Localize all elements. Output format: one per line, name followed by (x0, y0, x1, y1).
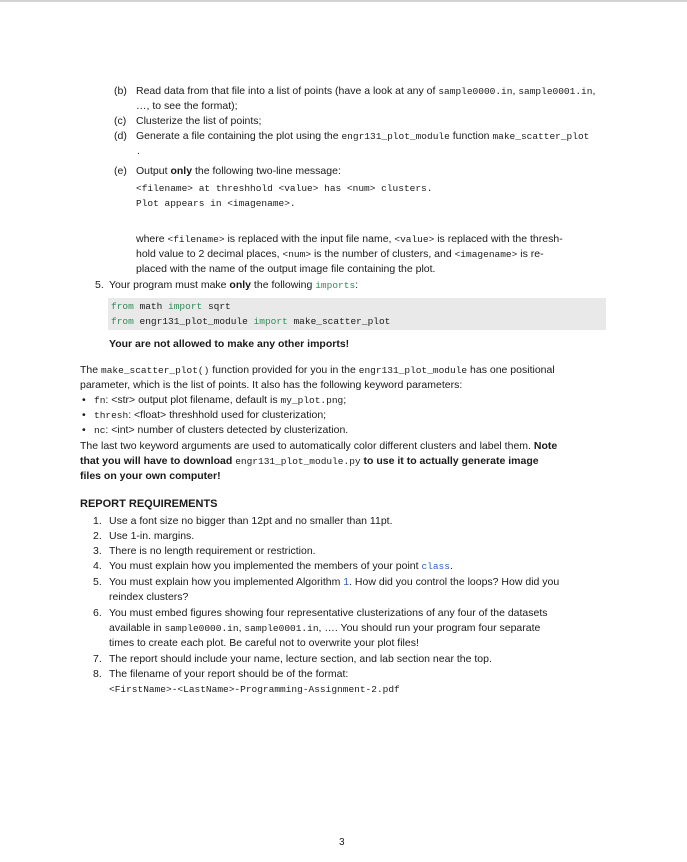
message-line-2: Plot appears in <imagename>. (136, 198, 296, 209)
report-item-5 (93, 575, 559, 590)
sample-file-1: sample0000.in (164, 623, 239, 634)
module-name: engr131_plot_module (358, 365, 468, 376)
step-d-marker: (d) (114, 130, 127, 142)
kw-name: thresh (94, 410, 129, 421)
colon: : (355, 279, 359, 291)
report-item-number: 2. (93, 530, 102, 542)
top-border (0, 0, 687, 2)
report-item-7 (93, 652, 492, 667)
step-b-text: Read data from that file into a list of points (have a look at any of (136, 85, 439, 97)
step-e-text: Output (136, 165, 171, 177)
step-e (114, 164, 341, 179)
kw-end: ; (343, 394, 347, 406)
para-text: The (80, 364, 102, 376)
para-line-1 (80, 363, 555, 378)
algorithm-link[interactable]: 1 (343, 576, 350, 588)
step-d-period: . (137, 145, 140, 157)
message-line-1: <filename> at threshhold <value> has <num> clusters. (136, 183, 433, 194)
where-text: is re- (517, 248, 544, 260)
keyword-from: from (111, 301, 134, 312)
module: engr131_plot_module (133, 316, 254, 327)
keyword-import: import (168, 301, 203, 312)
step-b (114, 84, 595, 99)
where-line-1 (136, 232, 563, 247)
function-name: make_scatter_plot (492, 131, 590, 142)
kw-item-nc (94, 423, 348, 438)
report-item-1 (93, 514, 393, 529)
step-d-text: Generate a file containing the plot using the (136, 130, 342, 142)
step-d (114, 129, 589, 144)
note-bold: that you will have to download (80, 455, 236, 467)
placeholder-num: <num> (282, 249, 312, 260)
note-bold: to use it to actually generate image (360, 455, 539, 467)
step-e-marker: (e) (114, 165, 127, 177)
para-text: has one positional (467, 364, 555, 376)
note-bold: Note (533, 440, 558, 452)
imported-name: sqrt (202, 301, 231, 312)
keyword-from: from (111, 316, 134, 327)
report-item-text: You must explain how you implemented Algorithm (109, 576, 344, 588)
report-heading (80, 497, 218, 512)
report-item-text: The report should include your name, lecture section, and lab section near the top. (109, 653, 492, 665)
step-c-marker: (c) (114, 115, 127, 127)
report-item-number: 8. (93, 668, 102, 680)
module-name: engr131_plot_module (341, 131, 450, 142)
where-text: is replaced with the thresh- (434, 233, 563, 245)
imported-name: make_scatter_plot (287, 316, 391, 327)
report-item-2 (93, 529, 194, 544)
report-item-text: There is no length requirement or restriction. (109, 545, 316, 557)
report-item-text: . (449, 560, 453, 572)
kw-name: fn (94, 395, 106, 406)
kw-desc: : <int> number of clusters detected by clusterization. (105, 424, 349, 436)
step-c-text: Clusterize the list of points; (136, 115, 262, 127)
report-heading-text: REPORT REQUIREMENTS (80, 498, 218, 510)
where-text: is the number of clusters, and (311, 248, 455, 260)
report-item-3 (93, 544, 316, 559)
report-item-text: The filename of your report should be of the format: (109, 668, 349, 680)
report-item-6 (93, 606, 548, 621)
report-item-6-line-2 (109, 621, 540, 636)
kw-default: my_plot.png (280, 395, 344, 406)
code-block (108, 298, 606, 330)
requirement-5-text-2: the following (251, 279, 316, 291)
kw-item-fn (94, 393, 346, 408)
placeholder-filename: <filename> (167, 234, 225, 245)
step-d-text-2: function (449, 130, 493, 142)
para-line-2: parameter, which is the list of points. It also has the following keyword parameters: (80, 379, 463, 391)
placeholder-imagename: <imagename> (454, 249, 518, 260)
step-b-text-end: , (592, 85, 596, 97)
page-number: 3 (339, 837, 345, 848)
separator: , (238, 622, 245, 634)
step-c (114, 114, 261, 129)
requirement-5 (95, 278, 358, 293)
report-item-number: 4. (93, 560, 102, 572)
class-keyword: class (421, 561, 450, 572)
para-line-3 (80, 439, 557, 454)
requirement-5-text: Your program must make (109, 279, 230, 291)
report-item-text: Use 1-in. margins. (109, 530, 195, 542)
report-item-8 (93, 667, 348, 682)
report-item-number: 1. (93, 515, 102, 527)
step-b-marker: (b) (114, 85, 127, 97)
requirement-5-marker: 5. (95, 279, 104, 291)
where-line-3: placed with the name of the output image file containing the plot. (136, 263, 436, 275)
report-item-number: 6. (93, 607, 102, 619)
separator: , (512, 85, 519, 97)
report-item-6-line-3: times to create each plot. Be careful not to overwrite your plot files! (109, 637, 419, 649)
emphasis-only: only (170, 165, 193, 177)
sample-file-2: sample0001.in (244, 623, 319, 634)
report-item-text: You must embed figures showing four representative clusterizations of any four of the datasets (109, 607, 548, 619)
sample-file-2: sample0001.in (518, 86, 593, 97)
kw-name: nc (94, 425, 106, 436)
report-item-text: You must explain how you implemented the members of your point (109, 560, 422, 572)
module: math (133, 301, 169, 312)
where-line-2 (136, 247, 544, 262)
placeholder-value: <value> (394, 234, 435, 245)
imports-warning (109, 337, 349, 352)
report-item-number: 5. (93, 576, 102, 588)
kw-item-thresh (94, 408, 326, 423)
report-item-text: available in (109, 622, 165, 634)
step-e-text-2: the following two-line message: (192, 165, 341, 177)
keyword-import: import (253, 316, 288, 327)
step-b-cont: …, to see the format); (136, 100, 238, 112)
report-item-text: Use a font size no bigger than 12pt and no smaller than 11pt. (109, 515, 393, 527)
kw-desc: : <str> output plot filename, default is (105, 394, 281, 406)
where-text: is replaced with the input file name, (224, 233, 395, 245)
where-text: where (136, 233, 168, 245)
para-line-4 (80, 454, 539, 469)
sample-file-1: sample0000.in (438, 86, 513, 97)
code-line-1 (111, 299, 231, 314)
note-bold: files on your own computer! (80, 470, 221, 482)
report-item-text: , …. You should run your program four separate (318, 622, 541, 634)
report-item-4 (93, 559, 453, 574)
para-text: function provided for you in the (209, 364, 359, 376)
report-item-number: 3. (93, 545, 102, 557)
module-file: engr131_plot_module.py (235, 456, 361, 467)
kw-desc: : <float> threshhold used for clusterization; (128, 409, 327, 421)
report-item-text: . How did you control the loops? How did you (349, 576, 560, 588)
para-text: The last two keyword arguments are used to automatically color different clusters and label them. (80, 440, 534, 452)
imports-keyword: imports (315, 280, 356, 291)
report-item-5-cont: reindex clusters? (109, 591, 189, 603)
report-filename-format: <FirstName>-<LastName>-Programming-Assignment-2.pdf (109, 684, 400, 695)
code-line-2 (111, 314, 390, 329)
where-text: hold value to 2 decimal places, (136, 248, 283, 260)
emphasis-only: only (229, 279, 252, 291)
para-line-5 (80, 469, 221, 484)
imports-warning-text: Your are not allowed to make any other imports! (109, 338, 350, 350)
report-item-number: 7. (93, 653, 102, 665)
function-name: make_scatter_plot() (101, 365, 210, 376)
